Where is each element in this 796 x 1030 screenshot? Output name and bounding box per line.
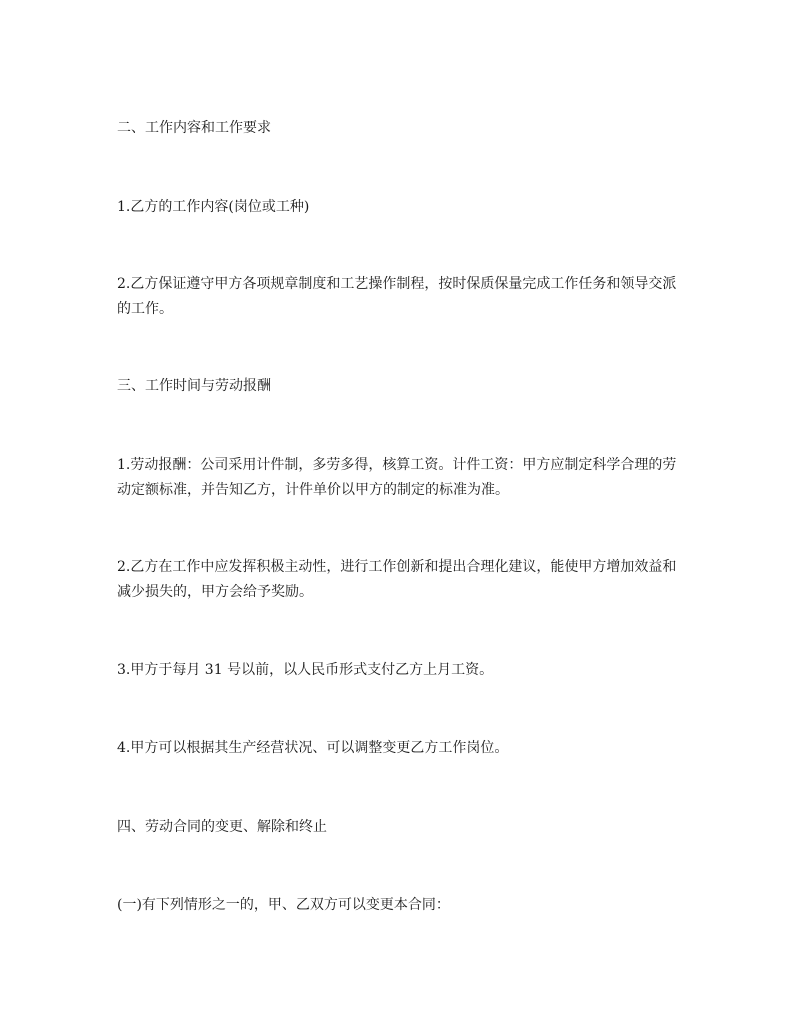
section-heading-4: 四、劳动合同的变更、解除和终止 bbox=[117, 819, 327, 835]
paragraph-2-1: 1.乙方的工作内容(岗位或工种) bbox=[117, 199, 310, 215]
section-heading-3: 三、工作时间与劳动报酬 bbox=[117, 378, 271, 394]
section-heading-2: 二、工作内容和工作要求 bbox=[117, 120, 271, 136]
paragraph-3-2: 2.乙方在工作中应发挥积极主动性，进行工作创新和提出合理化建议，能使甲方增加效益和减少损失的，甲方会给予奖励。 bbox=[117, 559, 677, 600]
paragraph-3-3: 3.甲方于每月 31 号以前，以人民币形式支付乙方上月工资。 bbox=[117, 662, 494, 678]
paragraph-3-1: 1.劳动报酬：公司采用计件制，多劳多得，核算工资。计件工资：甲方应制定科学合理的劳动定额标准，并告知乙方，计件单价以甲方的制定的标准为准。 bbox=[117, 457, 677, 498]
paragraph-4-1: (一)有下列情形之一的，甲、乙双方可以变更本合同： bbox=[117, 897, 450, 913]
paragraph-3-4: 4.甲方可以根据其生产经营状况、可以调整变更乙方工作岗位。 bbox=[117, 740, 509, 756]
paragraph-2-2: 2.乙方保证遵守甲方各项规章制度和工艺操作制程，按时保质保量完成工作任务和领导交派的工作。 bbox=[117, 276, 677, 317]
